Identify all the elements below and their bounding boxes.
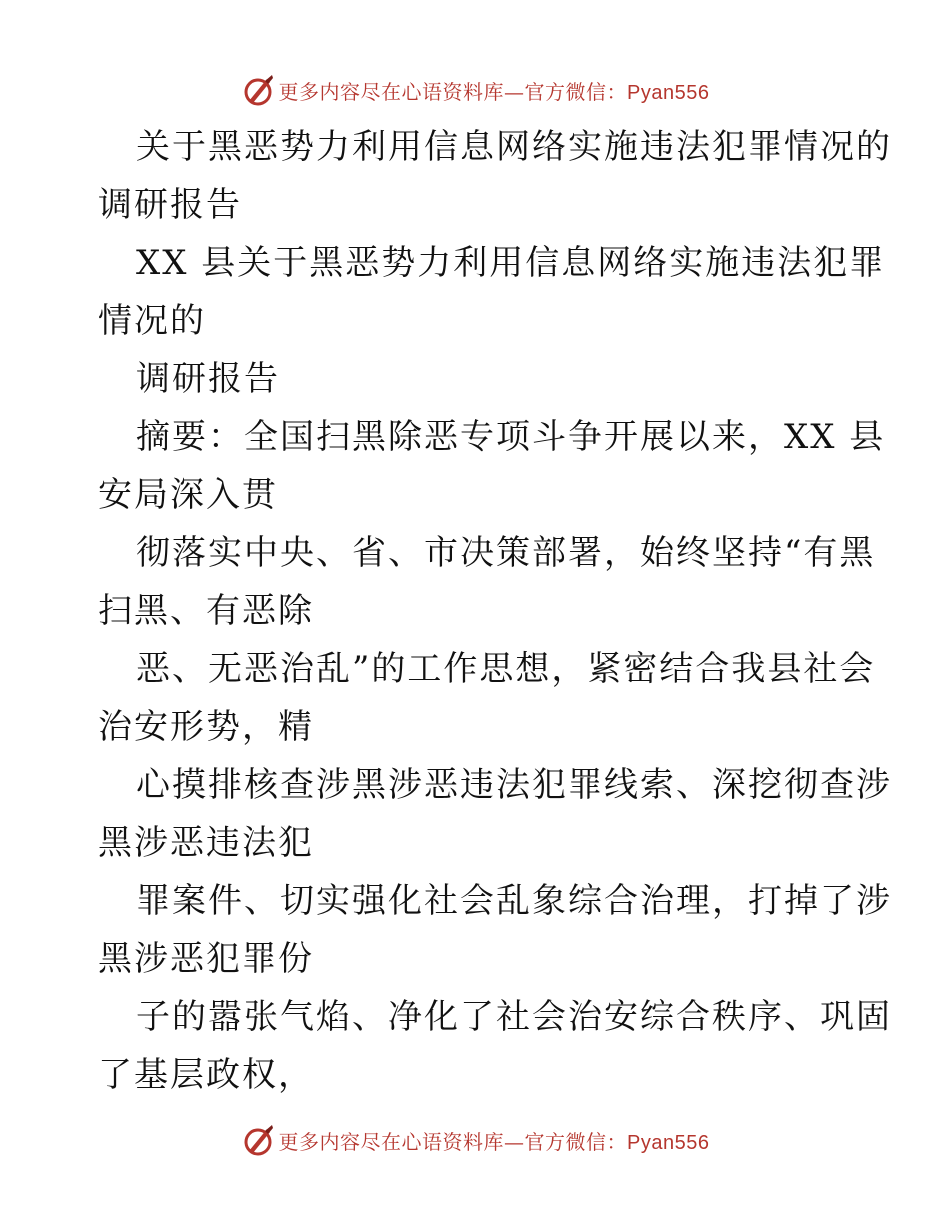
document-line: 调研报告 xyxy=(136,359,280,399)
banner-text-cn: 更多内容尽在心语资料库—官方微信： xyxy=(278,79,628,104)
document-line: 彻落实中央、省、市决策部署，始终坚持“有黑 xyxy=(136,533,876,573)
document-line: 心摸排核查涉黑涉恶违法犯罪线索、深挖彻查涉 xyxy=(136,765,892,805)
document-line: 恶、无恶治乱”的工作思想，紧密结合我县社会 xyxy=(136,649,876,689)
document-line: 调研报告 xyxy=(98,185,242,225)
document-body xyxy=(98,118,892,1104)
document-line: 情况的 xyxy=(98,301,206,341)
document-line: 子的嚣张气焰、净化了社会治安综合秩序、巩固 xyxy=(136,997,892,1037)
document-line: 了基层政权， xyxy=(98,1055,314,1095)
banner-wechat-id: Pyan556 xyxy=(627,1131,710,1154)
document-line: 摘要：全国扫黑除恶专项斗争开展以来，XX 县 xyxy=(136,417,886,457)
document-line: 扫黑、有恶除 xyxy=(98,591,314,631)
banner-text xyxy=(279,1126,710,1155)
document-line: 关于黑恶势力利用信息网络实施违法犯罪情况的 xyxy=(136,127,892,167)
document-line: 黑涉恶犯罪份 xyxy=(98,939,314,979)
banner-text-cn: 更多内容尽在心语资料库—官方微信： xyxy=(278,1129,628,1154)
footer-watermark-banner xyxy=(0,1120,950,1160)
document-line: 罪案件、切实强化社会乱象综合治理，打掉了涉 xyxy=(136,881,892,921)
header-watermark-banner xyxy=(0,70,950,110)
banner-wechat-id: Pyan556 xyxy=(627,81,710,104)
quill-pen-logo-icon xyxy=(241,1123,275,1157)
document-line: 治安形势，精 xyxy=(98,707,314,747)
document-line: XX 县关于黑恶势力利用信息网络实施违法犯罪 xyxy=(136,243,886,283)
quill-pen-logo-icon xyxy=(241,73,275,107)
document-line: 黑涉恶违法犯 xyxy=(98,823,314,863)
document-line: 安局深入贯 xyxy=(98,475,278,515)
banner-text xyxy=(279,76,710,105)
